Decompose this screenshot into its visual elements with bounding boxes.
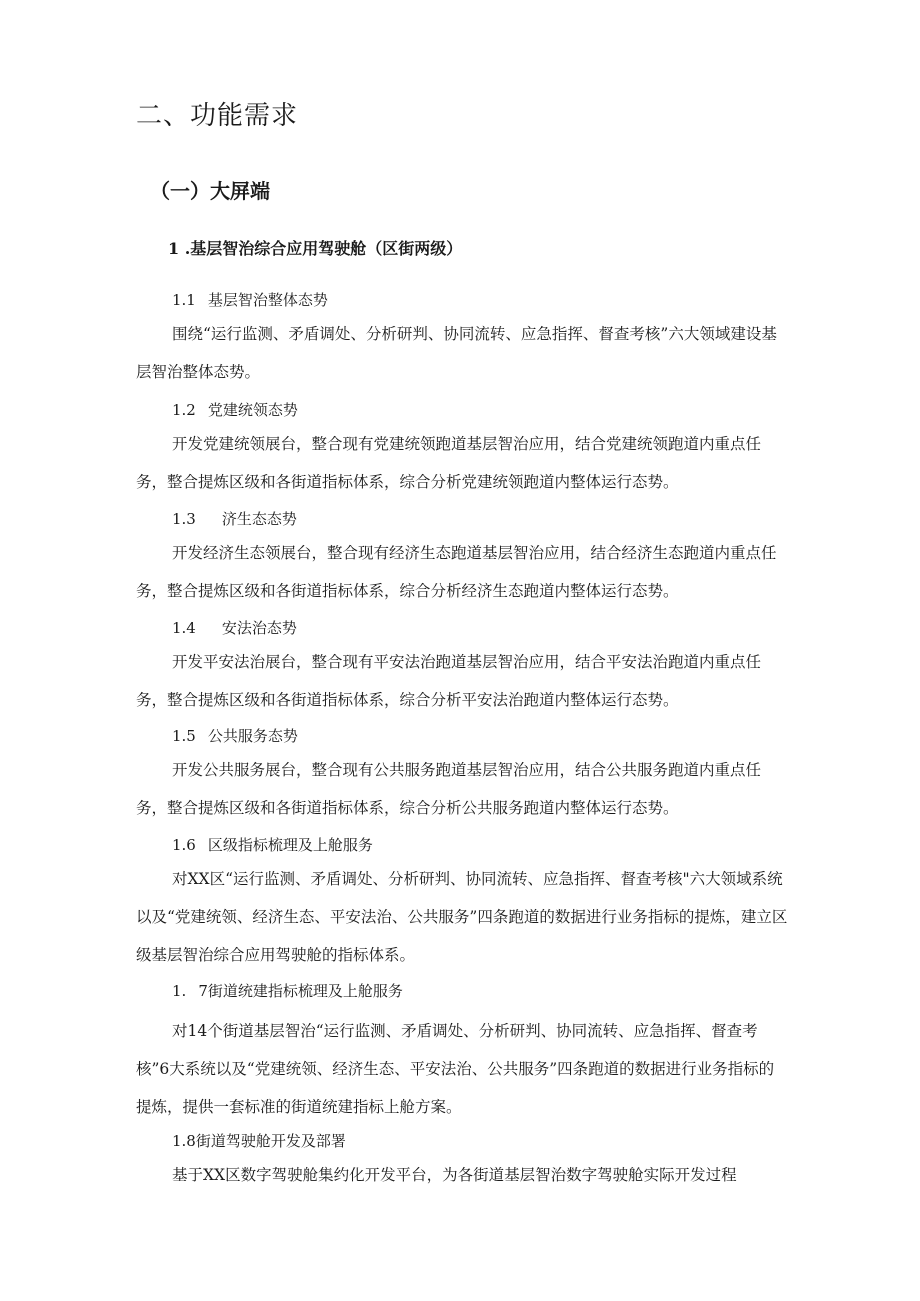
item-title-1-8: 1.8街道驾驶舱开发及部署 <box>172 1132 346 1150</box>
item-title-1-4: 1.4 安法治态势 <box>172 619 297 637</box>
item-text-1-3: 开发经济生态领展台，整合现有经济生态跑道基层智治应用，结合经济生态跑道内重点任务，整合提炼区级和各街道指标体系，综合分析经济生态跑道内整体运行态势。 <box>136 544 777 600</box>
item-text-1-1: 围绕“运行监测、矛盾调处、分析研判、协同流转、应急指挥、督查考核”六大领域建设基层智治整体态势。 <box>136 325 777 381</box>
item-title-1-1: 1.1 基层智治整体态势 <box>172 291 328 309</box>
heading-text: .基层智治综合应用驾驶舱（区街两级） <box>184 239 463 258</box>
item-text-1-7: 对14个街道基层智治“运行监测、矛盾调处、分析研判、协同流转、应急指挥、督查考核”6大系统以及“党建统领、经济生态、平安法治、公共服务”四条跑道的数据进行业务指标的提炼，提供一套标准的街道统建指标上舱方案。 <box>136 1022 775 1116</box>
item-text-1-4: 开发平安法治展台，整合现有平安法治跑道基层智治应用，结合平安法治跑道内重点任务，整合提炼区级和各街道指标体系，综合分析平安法治跑道内整体运行态势。 <box>136 653 762 709</box>
item-text-1-8: 基于XX区数字驾驶舱集约化开发平台，为各街道基层智治数字驾驶舱实际开发过程 <box>172 1166 737 1184</box>
subsection-title: （一）大屏端 <box>150 179 270 203</box>
item-text-1-2: 开发党建统领展台，整合现有党建统领跑道基层智治应用，结合党建统领跑道内重点任务，整合提炼区级和各街道指标体系，综合分析党建统领跑道内整体运行态势。 <box>136 435 762 491</box>
heading-cockpit <box>168 236 462 259</box>
item-text-1-5: 开发公共服务展台，整合现有公共服务跑道基层智治应用，结合公共服务跑道内重点任务，整合提炼区级和各街道指标体系，综合分析公共服务跑道内整体运行态势。 <box>136 761 762 817</box>
item-title-1-5: 1.5 公共服务态势 <box>172 727 298 745</box>
heading-number: 1 <box>168 239 180 258</box>
section-title: 二、功能需求 <box>136 101 299 131</box>
item-title-1-7: 1. 7街道统建指标梳理及上舱服务 <box>172 982 403 1000</box>
item-title-1-6: 1.6 区级指标梳理及上舱服务 <box>172 836 373 854</box>
item-title-1-3: 1.3 济生态态势 <box>172 510 297 528</box>
item-title-1-2: 1.2 党建统领态势 <box>172 401 298 419</box>
item-text-1-6: 对XX区“运行监测、矛盾调处、分析研判、协同流转、应急指挥、督查考核"六大领域系统以及“党建统领、经济生态、平安法治、公共服务”四条跑道的数据进行业务指标的提炼，建立区级基层智治综合应用驾驶舱的指标体系。 <box>136 870 788 964</box>
